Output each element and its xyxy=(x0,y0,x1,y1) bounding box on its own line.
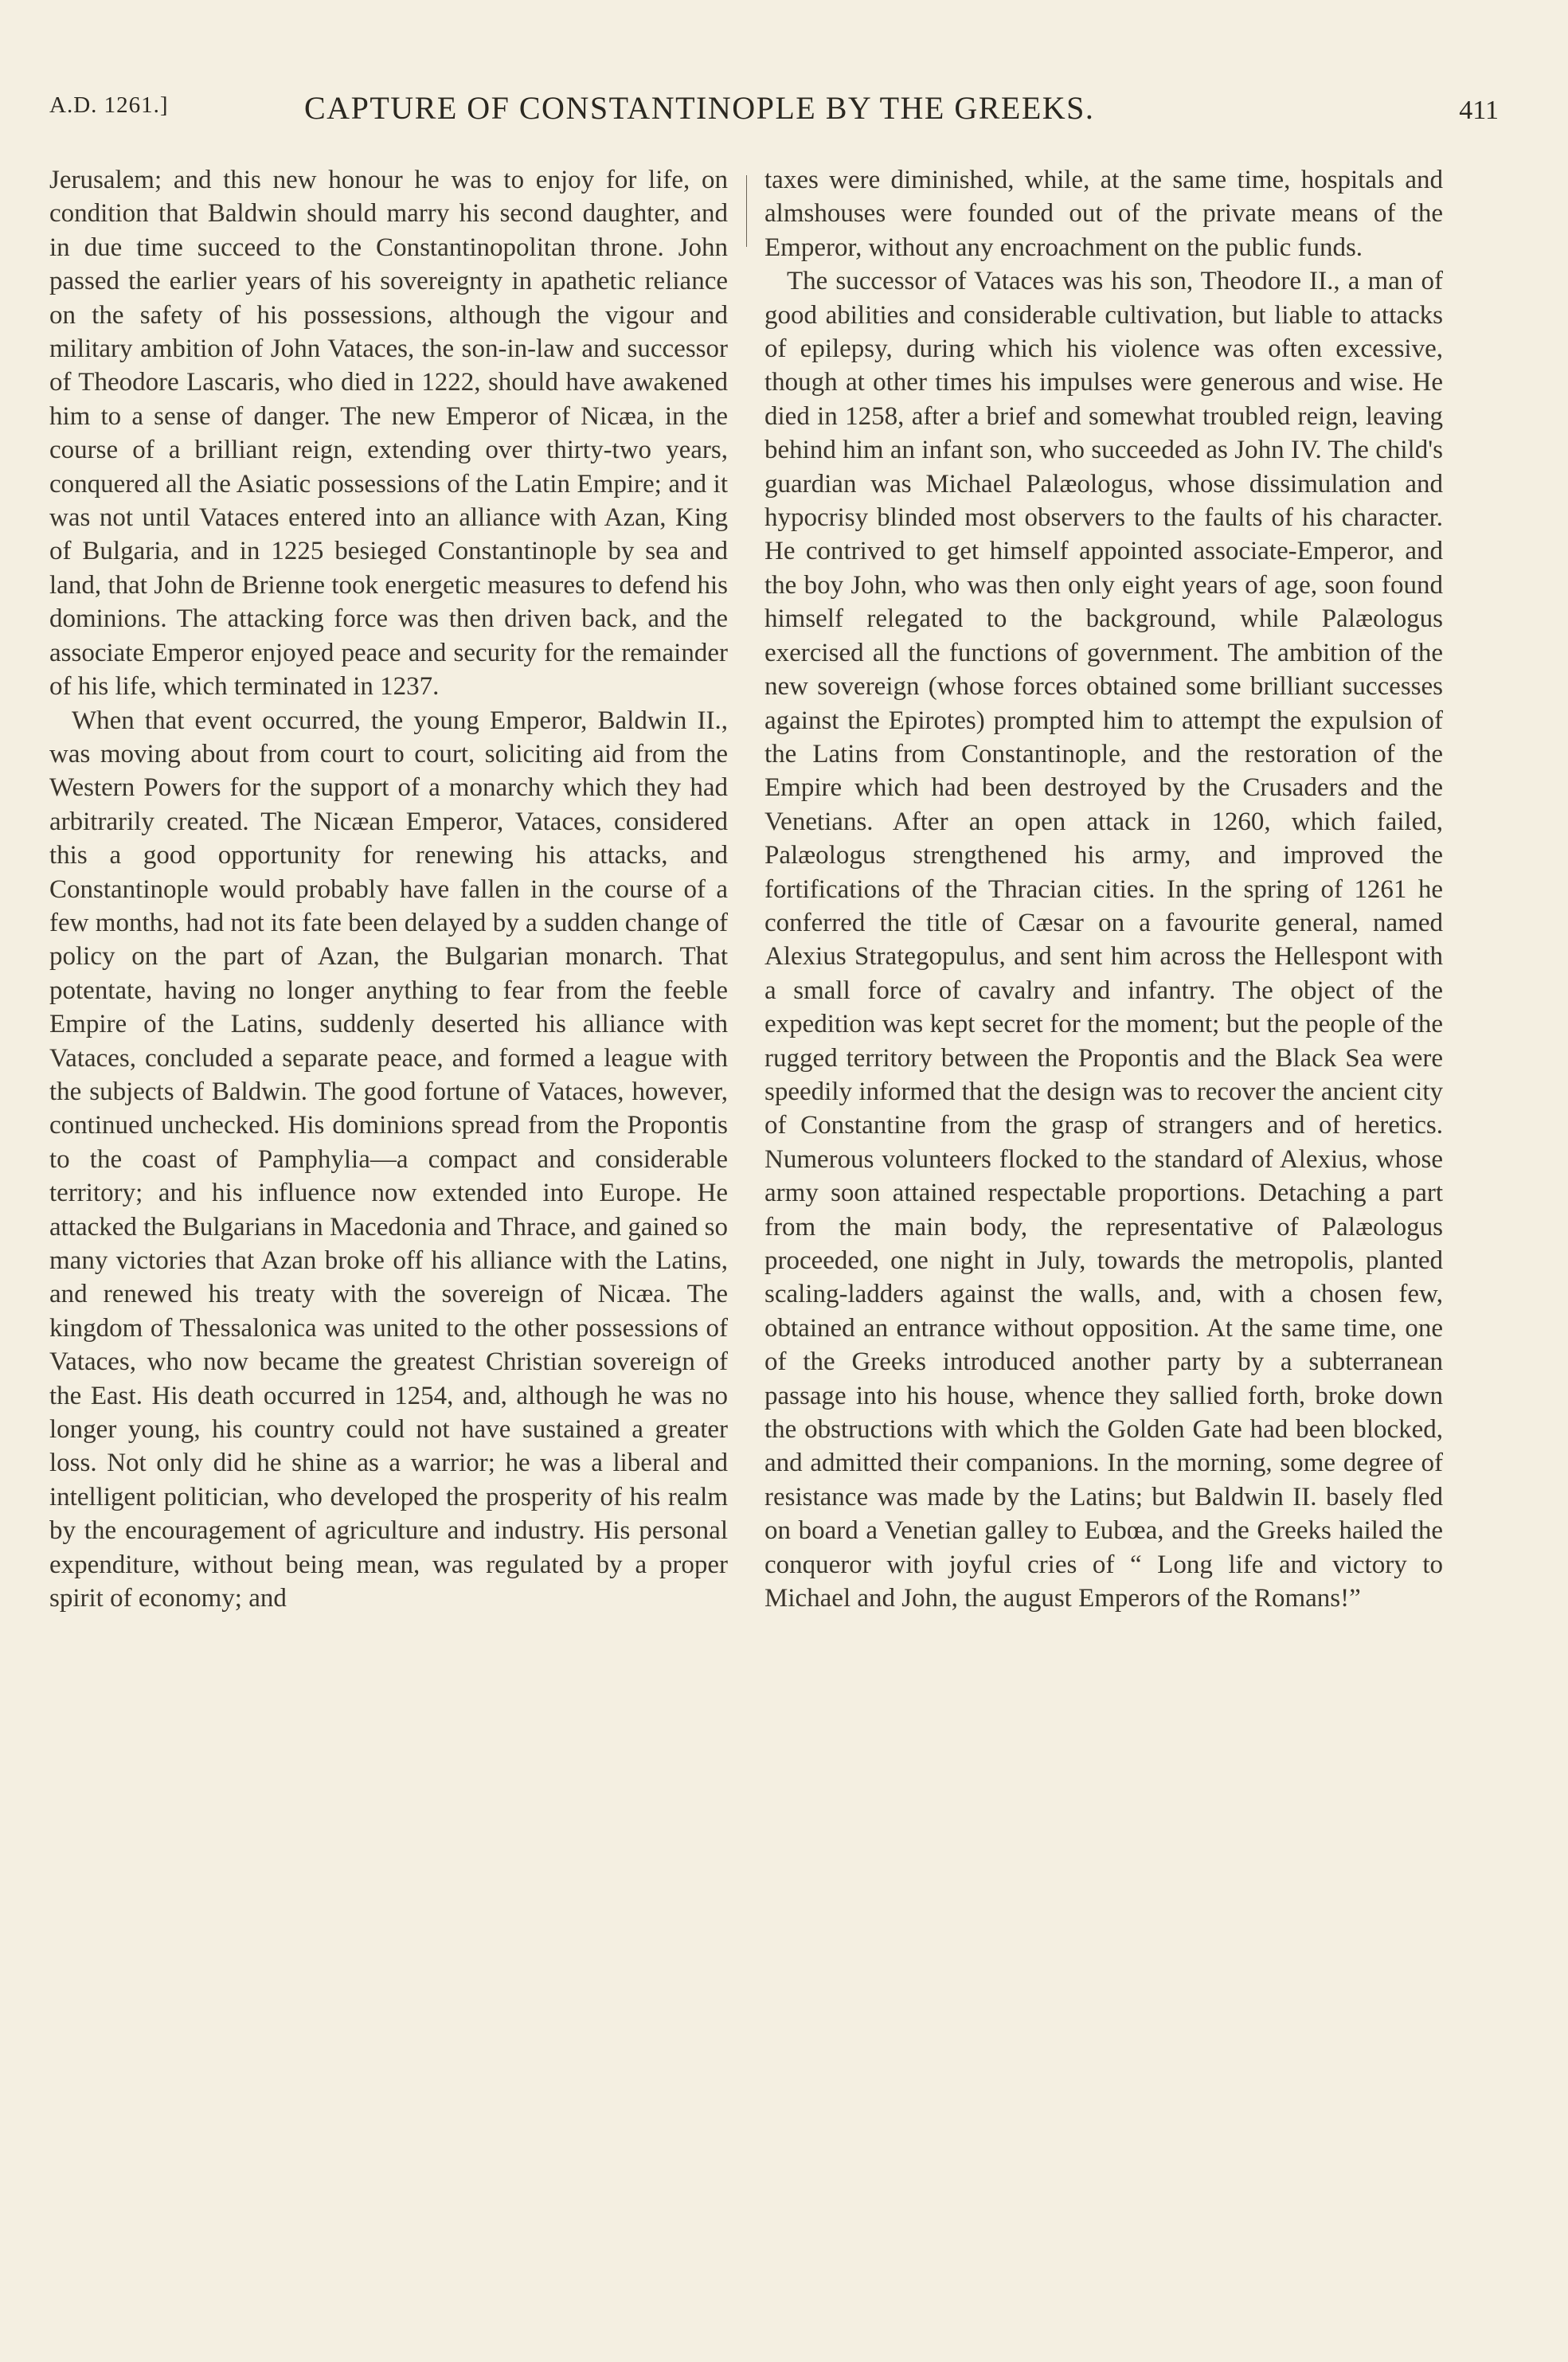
column-divider xyxy=(746,175,747,247)
header-date: A.D. 1261.] xyxy=(49,92,169,118)
paragraph: taxes were diminished, while, at the same time, hospitals and almshouses were founded out of the private means of the Emperor, without any encroachment on the public funds. xyxy=(764,166,1443,262)
paragraph: When that event occurred, the young Emperor, Baldwin II., was moving about from court to court, soliciting aid from the Western Powers for the support of a monarchy which they had arbitrarily created. The Nicæan Emperor, Vataces, considered this a good opportunity for renewing his attacks, and Constantinople would probably have fallen in the course of a few months, had not its fate been delayed by a sudden change of policy on the part of Azan, the Bulgarian monarch. That potentate, having no longer anything to fear from the feeble Empire of the Latins, suddenly deserted his alliance with Vataces, concluded a separate peace, and formed a league with the subjects of Baldwin. The good fortune of Vataces, however, continued unchecked. His dominions spread from the Propontis to the coast of Pamphylia—a compact and considerable territory; and his influence now extended into Europe. He attacked the Bulgarians in Macedonia and Thrace, and gained so many victories that Azan broke off his alliance with the Latins, and renewed his treaty with the sovereign of Nicæa. The kingdom of Thessalonica was united to the other possessions of Vataces, who now became the greatest Christian sovereign of the East. His death occurred in 1254, and, although he was no longer young, his country could not have sustained a greater loss. Not only did he shine as a warrior; he was a liberal and intelligent politician, who developed the prosperity of his realm by the encouragement of agriculture and industry. His personal expenditure, without being mean, was regulated by a proper spirit of economy; and xyxy=(49,706,728,1613)
right-column xyxy=(764,163,1443,1615)
running-header xyxy=(49,89,1499,137)
paragraph: Jerusalem; and this new honour he was to enjoy for life, on condition that Baldwin should marry his second daughter, and in due time succeed to the Constantinopolitan throne. John passed the earlier years of his sovereignty in apathetic reliance on the safety of his possessions, although the vigour and military ambition of John Vataces, the son-in-law and successor of Theodore Lascaris, who died in 1222, should have awakened him to a sense of danger. The new Emperor of Nicæa, in the course of a brilliant reign, extending over thirty-two years, conquered all the Asiatic possessions of the Latin Empire; and it was not until Vataces entered into an alliance with Azan, King of Bulgaria, and in 1225 besieged Constantinople by sea and land, that John de Brienne took energetic measures to defend his dominions. The attacking force was then driven back, and the associate Emperor enjoyed peace and security for the remainder of his life, which terminated in 1237. xyxy=(49,166,728,702)
page-number: 411 xyxy=(1459,96,1499,125)
left-column xyxy=(49,163,728,1615)
header-title: CAPTURE OF CONSTANTINOPLE BY THE GREEKS. xyxy=(304,90,1095,126)
paragraph: The successor of Vataces was his son, Theodore II., a man of good abilities and considerable cultivation, but liable to attacks of epilepsy, during which his violence was often excessive, though at other times his impulses were generous and wise. He died in 1258, after a brief and somewhat troubled reign, leaving behind him an infant son, who succeeded as John IV. The child's guardian was Michael Palæologus, whose dissimulation and hypocrisy blinded most observers to the faults of his character. He contrived to get himself appointed associate-Emperor, and the boy John, who was then only eight years of age, soon found himself relegated to the background, while Palæologus exercised all the functions of government. The ambition of the new sovereign (whose forces obtained some brilliant successes against the Epirotes) prompted him to attempt the expulsion of the Latins from Constantinople, and the restoration of the Empire which had been destroyed by the Crusaders and the Venetians. After an open attack in 1260, which failed, Palæologus strengthened his army, and improved the fortifications of the Thracian cities. In the spring of 1261 he conferred the title of Cæsar on a favourite general, named Alexius Strategopulus, and sent him across the Hellespont with a small force of cavalry and infantry. The object of the expedition was kept secret for the moment; but the people of the rugged territory between the Propontis and the Black Sea were speedily informed that the design was to recover the ancient city of Constantine from the grasp of strangers and of heretics. Numerous volunteers flocked to the standard of Alexius, whose army soon attained respectable proportions. Detaching a part from the main body, the representative of Palæologus proceeded, one night in July, towards the metropolis, planted scaling-ladders against the walls, and, with a chosen few, obtained an entrance without opposition. At the same time, one of the Greeks introduced another party by a subterranean passage into his house, whence they sallied forth, broke down the obstructions with which the Golden Gate had been blocked, and admitted their companions. In the morning, some degree of resistance was made by the Latins; but Baldwin II. basely fled on board a Venetian galley to Eubœa, and the Greeks hailed the conqueror with joyful cries of “ Long life and victory to Michael and John, the august Emperors of the Romans!” xyxy=(764,267,1443,1613)
